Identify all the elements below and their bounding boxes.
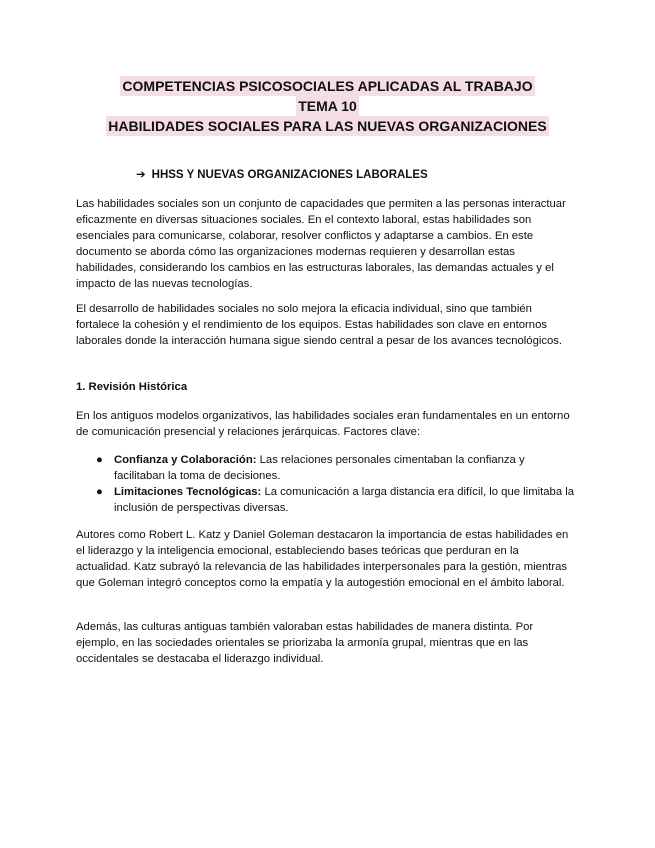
list-item-text: Las relaciones personales cimentaban la confianza y facilitaban la toma de decisiones. <box>114 454 525 482</box>
list-item <box>76 484 576 516</box>
list-item-lead: Confianza y Colaboración: <box>114 454 257 466</box>
title-line-course: COMPETENCIAS PSICOSOCIALES APLICADAS AL TRABAJO <box>122 78 533 94</box>
section-heading-text: HHSS Y NUEVAS ORGANIZACIONES LABORALES <box>151 169 428 181</box>
list-item <box>76 452 576 484</box>
arrow-right-icon: ➔ <box>136 169 146 181</box>
bullet-icon: ● <box>96 486 103 498</box>
old-models-paragraph: En los antiguos modelos organizativos, las habilidades sociales eran fundamentales en un entorno de comunicación presencial y relaciones jerárquicas. Factores clave: <box>76 410 570 438</box>
section-heading <box>136 167 428 183</box>
cultures-paragraph: Además, las culturas antiguas también valoraban estas habilidades de manera distinta. Por ejemplo, en las sociedades orientales se priorizaba la armonía grupal, mientras que en las occidentales se destacaba el liderazgo individual. <box>76 621 534 665</box>
authors-paragraph: Autores como Robert L. Katz y Daniel Goleman destacaron la importancia de estas habilidades en el liderazgo y la inteligencia emocional, estableciendo bases teóricas que perduran en la actualidad. Katz subrayó la relevancia de las habilidades interpersonales para la gestión, mientras que Goleman integró conceptos como la empatía y la autogestión emocional en el ámbito laboral. <box>76 529 569 589</box>
bullet-icon: ● <box>96 454 103 466</box>
title-line-subject: HABILIDADES SOCIALES PARA LAS NUEVAS ORGANIZACIONES <box>108 118 547 134</box>
intro-paragraph: Las habilidades sociales son un conjunto de capacidades que permiten a las personas interactuar eficazmente en diversas situaciones sociales. En el contexto laboral, estas habilidades son esenciales para comunicarse, colaborar, resolver conflictos y adaptarse a cambios. En este documento se aborda cómo las organizaciones modernas requieren y desarrollan estas habilidades, considerando los cambios en las estructuras laborales, las demandas actuales y el impacto de las nuevas tecnologías. <box>76 198 566 290</box>
document-title <box>0 76 655 136</box>
title-line-topic: TEMA 10 <box>298 98 357 114</box>
historical-review-heading: 1. Revisión Histórica <box>76 381 188 393</box>
development-paragraph: El desarrollo de habilidades sociales no solo mejora la eficacia individual, sino que también fortalece la cohesión y el rendimiento de los equipos. Estas habilidades son clave en entornos laborales donde la interacción humana sigue siendo central a pesar de los avances tecnológicos. <box>76 303 563 347</box>
list-item-lead: Limitaciones Tecnológicas: <box>114 486 262 498</box>
list-item-text: La comunicación a larga distancia era difícil, lo que limitaba la inclusión de perspectivas diversas. <box>114 486 575 514</box>
key-factors-list <box>76 452 576 516</box>
